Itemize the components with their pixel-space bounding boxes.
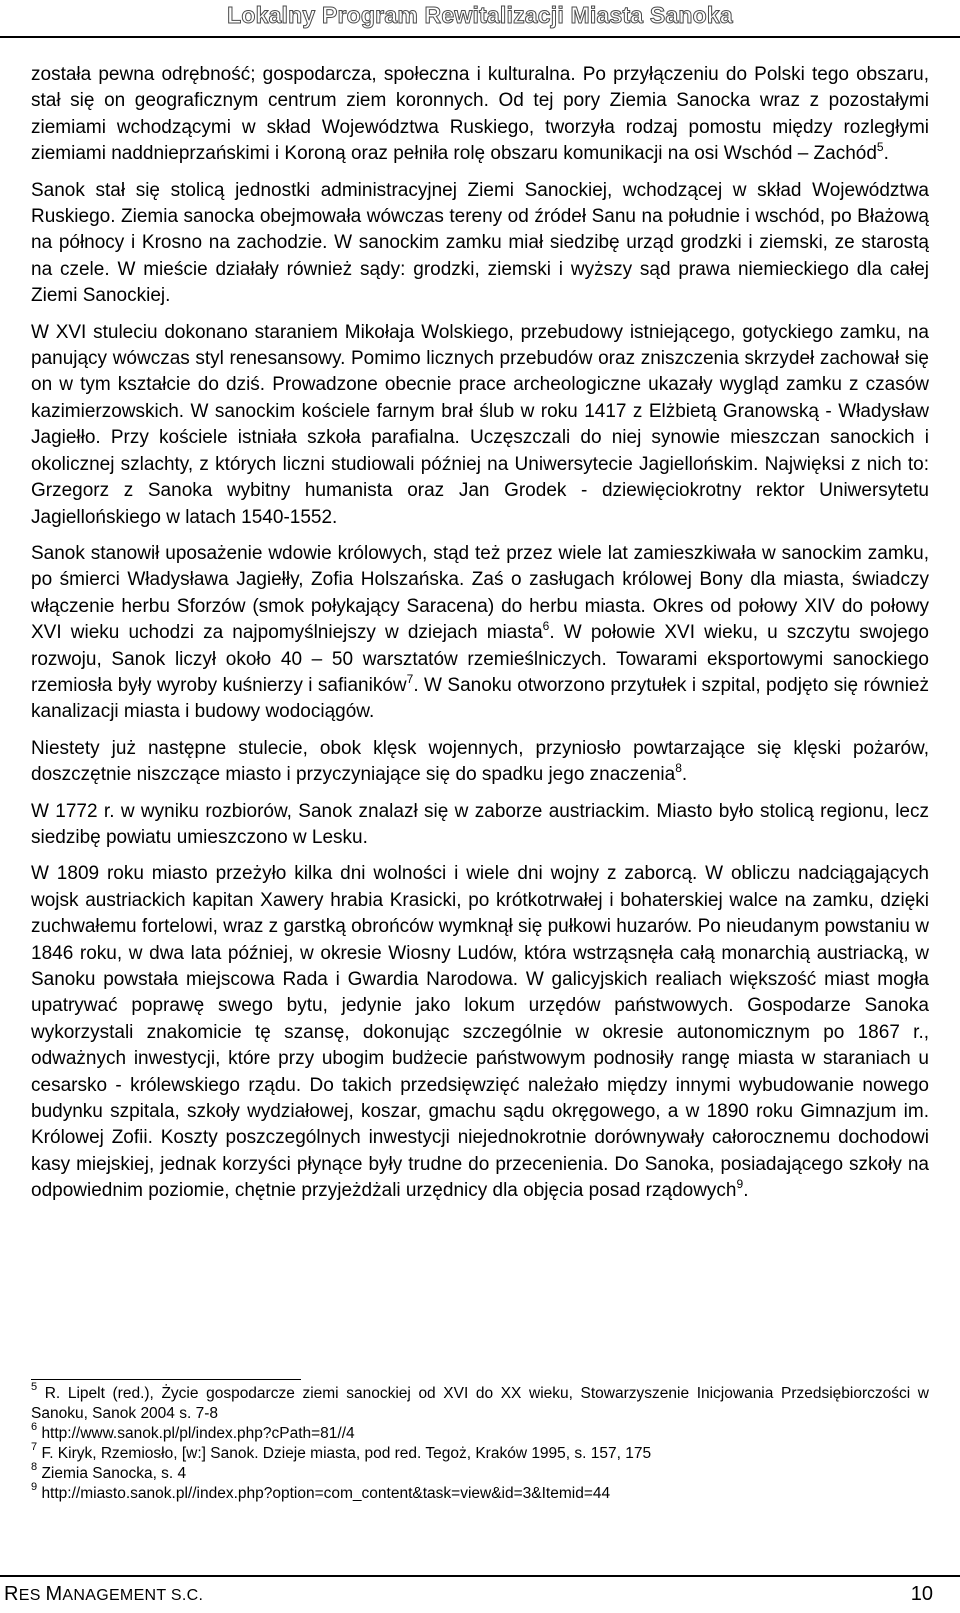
header-title: Lokalny Program Rewitalizacji Miasta Sanoka xyxy=(227,2,733,28)
page-number: 10 xyxy=(910,1583,933,1605)
footnote-ref: 9 xyxy=(736,1176,744,1191)
footer-company-part: ES xyxy=(18,1587,46,1604)
paragraph-text: . W Sanoku otworzono przytułek i szpital, podjęto się również kanalizacji miasta i budowy wodociągów. xyxy=(31,674,929,723)
footnote: $^6$ http://www.sanok.pl/pl/index.php?cPath=81//4 xyxy=(31,1420,355,1442)
page-header xyxy=(0,0,960,38)
header-rule xyxy=(0,36,960,38)
footnote: $^5$ R. Lipelt (red.), Życie gospodarcze ziemi sanockiej od XVI do XX wieku, Stowarzyszenie Inicjowania Przedsiębiorczości w Sanoku, Sanok 2004 s. 7-8 xyxy=(31,1380,929,1422)
footnote: $^8$ Ziemia Sanocka, s. 4 xyxy=(31,1460,187,1482)
footnote-link[interactable]: http://miasto.sanok.pl//index.php?option=com_content&task=view&id=3&Itemid=44 xyxy=(41,1485,611,1502)
paragraph-text: W 1772 r. w wyniku rozbiorów, Sanok znalazł się w zaborze austriackim. Miasto było stolicą regionu, lecz siedzibę powiatu umieszczono w Lesku. xyxy=(31,800,929,848)
paragraph-text: została pewna odrębność; gospodarcza, społeczna i kulturalna. Po przyłączeniu do Polski tego obszaru, stał się on geograficznym centrum ziem koronnych. Od tej pory Ziemia Sanocka wraz z pozostałymi ziemiami wchodzącymi w skład Województwa Ruskiego, tworzyła rodzaj pomostu między rozległymi ziemiami naddnieprzańskimi i Koroną oraz pełniła rolę obszaru komunikacji na osi Wschód – Zachód xyxy=(31,64,929,165)
footnote-text: F. Kiryk, Rzemiosło, [w:] Sanok. Dzieje miasta, pod red. Tegoż, Kraków 1995, s. 157, 175 xyxy=(41,1445,652,1462)
footer-company-part: ANAGEMENT S.C. xyxy=(62,1587,204,1604)
paragraph xyxy=(31,541,929,726)
footnote-ref: 8 xyxy=(675,760,682,775)
paragraph-text: Sanok stanowił uposażenie wdowie królowych, stąd też przez wiele lat zamieszkiwała w sanockim zamku, po śmierci Władysława Jagiełły, Zofia Holszańska. Zaś o zasługach królowej Bony dla miasta, świadczy włączenie herbu Sforzów (smok połykający Saracena) do herbu miasta. Okres od połowy XIV do połowy XVI wieku uchodzi za najpomyślniejszy w dziejach miasta xyxy=(31,542,929,644)
footer-company xyxy=(4,1583,203,1606)
paragraph-text: W XVI stuleciu dokonano staraniem Mikołaja Wolskiego, przebudowy istniejącego, gotyckiego zamku, na panujący wówczas styl renesansowy. Pomimo licznych przebudów oraz zniszczenia skrzydeł zachował się on w tym kształcie do dziś. Prowadzone obecnie prace archeologiczne ukazały wygląd zamku z czasów kazimierzowskich. W sanockim kościele farnym brał ślub w roku 1417 z Elżbietą Granowską - Władysław Jagiełło. Przy kościele istniała szkoła parafialna. Uczęszczali do niej synowie mieszczan sanockich i okolicznej szlachty, z których liczni studiowali później na Uniwersytecie Jagiellońskim. Najwięksi z nich to: Grzegorz z Sanoka wybitny humanista oraz Jan Grodek - dziewięciokrotny rektor Uniwersytetu Jagiellońskiego w latach 1540-1552. xyxy=(31,321,929,528)
paragraph-text: . xyxy=(681,764,688,786)
footer-rule xyxy=(0,1575,960,1577)
paragraph-text: . xyxy=(743,1180,749,1202)
footnote-ref: 7 xyxy=(406,671,414,686)
paragraph xyxy=(31,62,929,168)
paragraph xyxy=(31,736,929,789)
main-content xyxy=(31,62,929,1215)
paragraph xyxy=(31,178,929,310)
paragraph-text: Niestety już następne stulecie, obok klęsk wojennych, przyniosło powtarzające się klęski pożarów, doszczętnie niszczące miasto i przyczyniające się do spadku jego znaczenia xyxy=(31,737,929,786)
footnote-separator xyxy=(31,1379,301,1380)
footnote-text: Ziemia Sanocka, s. 4 xyxy=(41,1465,187,1482)
footnote-ref: 6 xyxy=(542,618,550,633)
paragraph xyxy=(31,320,929,531)
paragraph-text: . W połowie XVI wieku, u szczytu swojego rozwoju, Sanok liczył około 40 – 50 warsztatów rzemieślniczych. Towarami eksportowymi sanockiego rzemiosła były wyroby kuśnierzy i safianików xyxy=(31,622,930,696)
paragraph xyxy=(31,861,929,1204)
paragraph-text: . xyxy=(883,143,889,165)
footer-company-part: M xyxy=(45,1583,63,1605)
footnote: $^7$ F. Kiryk, Rzemiosło, [w:] Sanok. Dzieje miasta, pod red. Tegoż, Kraków 1995, s. 157, 175 xyxy=(31,1440,652,1462)
footnote-text: R. Lipelt (red.), Życie gospodarcze ziemi sanockiej od XVI do XX wieku, Stowarzyszenie Inicjowania Przedsiębiorczości w Sanoku, Sanok 2004 s. 7-8 xyxy=(31,1385,929,1422)
footnote-link[interactable]: http://www.sanok.pl/pl/index.php?cPath=81//4 xyxy=(41,1425,355,1442)
paragraph-text: W 1809 roku miasto przeżyło kilka dni wolności i wiele dni wojny z zaborcą. W obliczu nadciągających wojsk austriackich kapitan Xawery hrabia Krasicki, po krótkotrwałej i bohaterskiej walce na zamku, dzięki zuchwałemu fortelowi, wraz z garstką obrońców wymknął się pułkowi huzarów. Po nieudanym powstaniu w 1846 roku, w dwa lata później, w okresie Wiosny Ludów, która wstrząsnęła całą monarchią austriacką, w Sanoku powstała miejscowa Rada i Gwardia Narodowa. W galicyjskich realiach większość miast mogła upatrywać poprawę swego bytu, jedynie jako lokum urzędów państwowych. Gospodarze Sanoka wykorzystali znakomicie tę szansę, dokonując szczególnie w okresie autonomicznym po 1867 r., odważnych inwestycji, które przy ubogim budżecie państwowym podnosiły rangę miasta w staraniach u cesarsko - królewskiego rządu. Do takich przedsięwzięć należało między innymi wybudowanie nowego budynku szpitala, szkoły wydziałowej, koszar, gmachu sądu okręgowego, a w 1890 roku Gimnazjum im. Królowej Zofii. Koszty poszczególnych inwestycji niejednokrotnie dorównywały całorocznemu dochodowi kasy miejskiej, jednak korzyści płynące były trudne do przecenienia. Do Sanoka, posiadającego szkoły na odpowiednim poziomie, chętnie przyjeżdżali urzędnicy dla objęcia posad rządowych xyxy=(31,863,929,1202)
paragraph-text: Sanok stał się stolicą jednostki administracyjnej Ziemi Sanockiej, wchodzącej w skład Województwa Ruskiego. Ziemia sanocka obejmowała wówczas tereny od źródeł Sanu na południe i wschód, po Błażową na północy i Krosno na zachodzie. W sanockim zamku miał siedzibę urząd grodzki i ziemski, ze starostą na czele. W mieście działały również sądy: grodzki, ziemski i wyższy sąd prawa niemieckiego dla całej Ziemi Sanockiej. xyxy=(31,179,929,307)
footnotes xyxy=(31,1380,929,1504)
footnote: $^9$ http://miasto.sanok.pl//index.php?option=com_content&task=view&id=3&Itemid=44 xyxy=(31,1480,611,1502)
footnote-ref: 5 xyxy=(876,139,884,154)
paragraph xyxy=(31,799,929,852)
footer-company-part: R xyxy=(4,1583,19,1605)
